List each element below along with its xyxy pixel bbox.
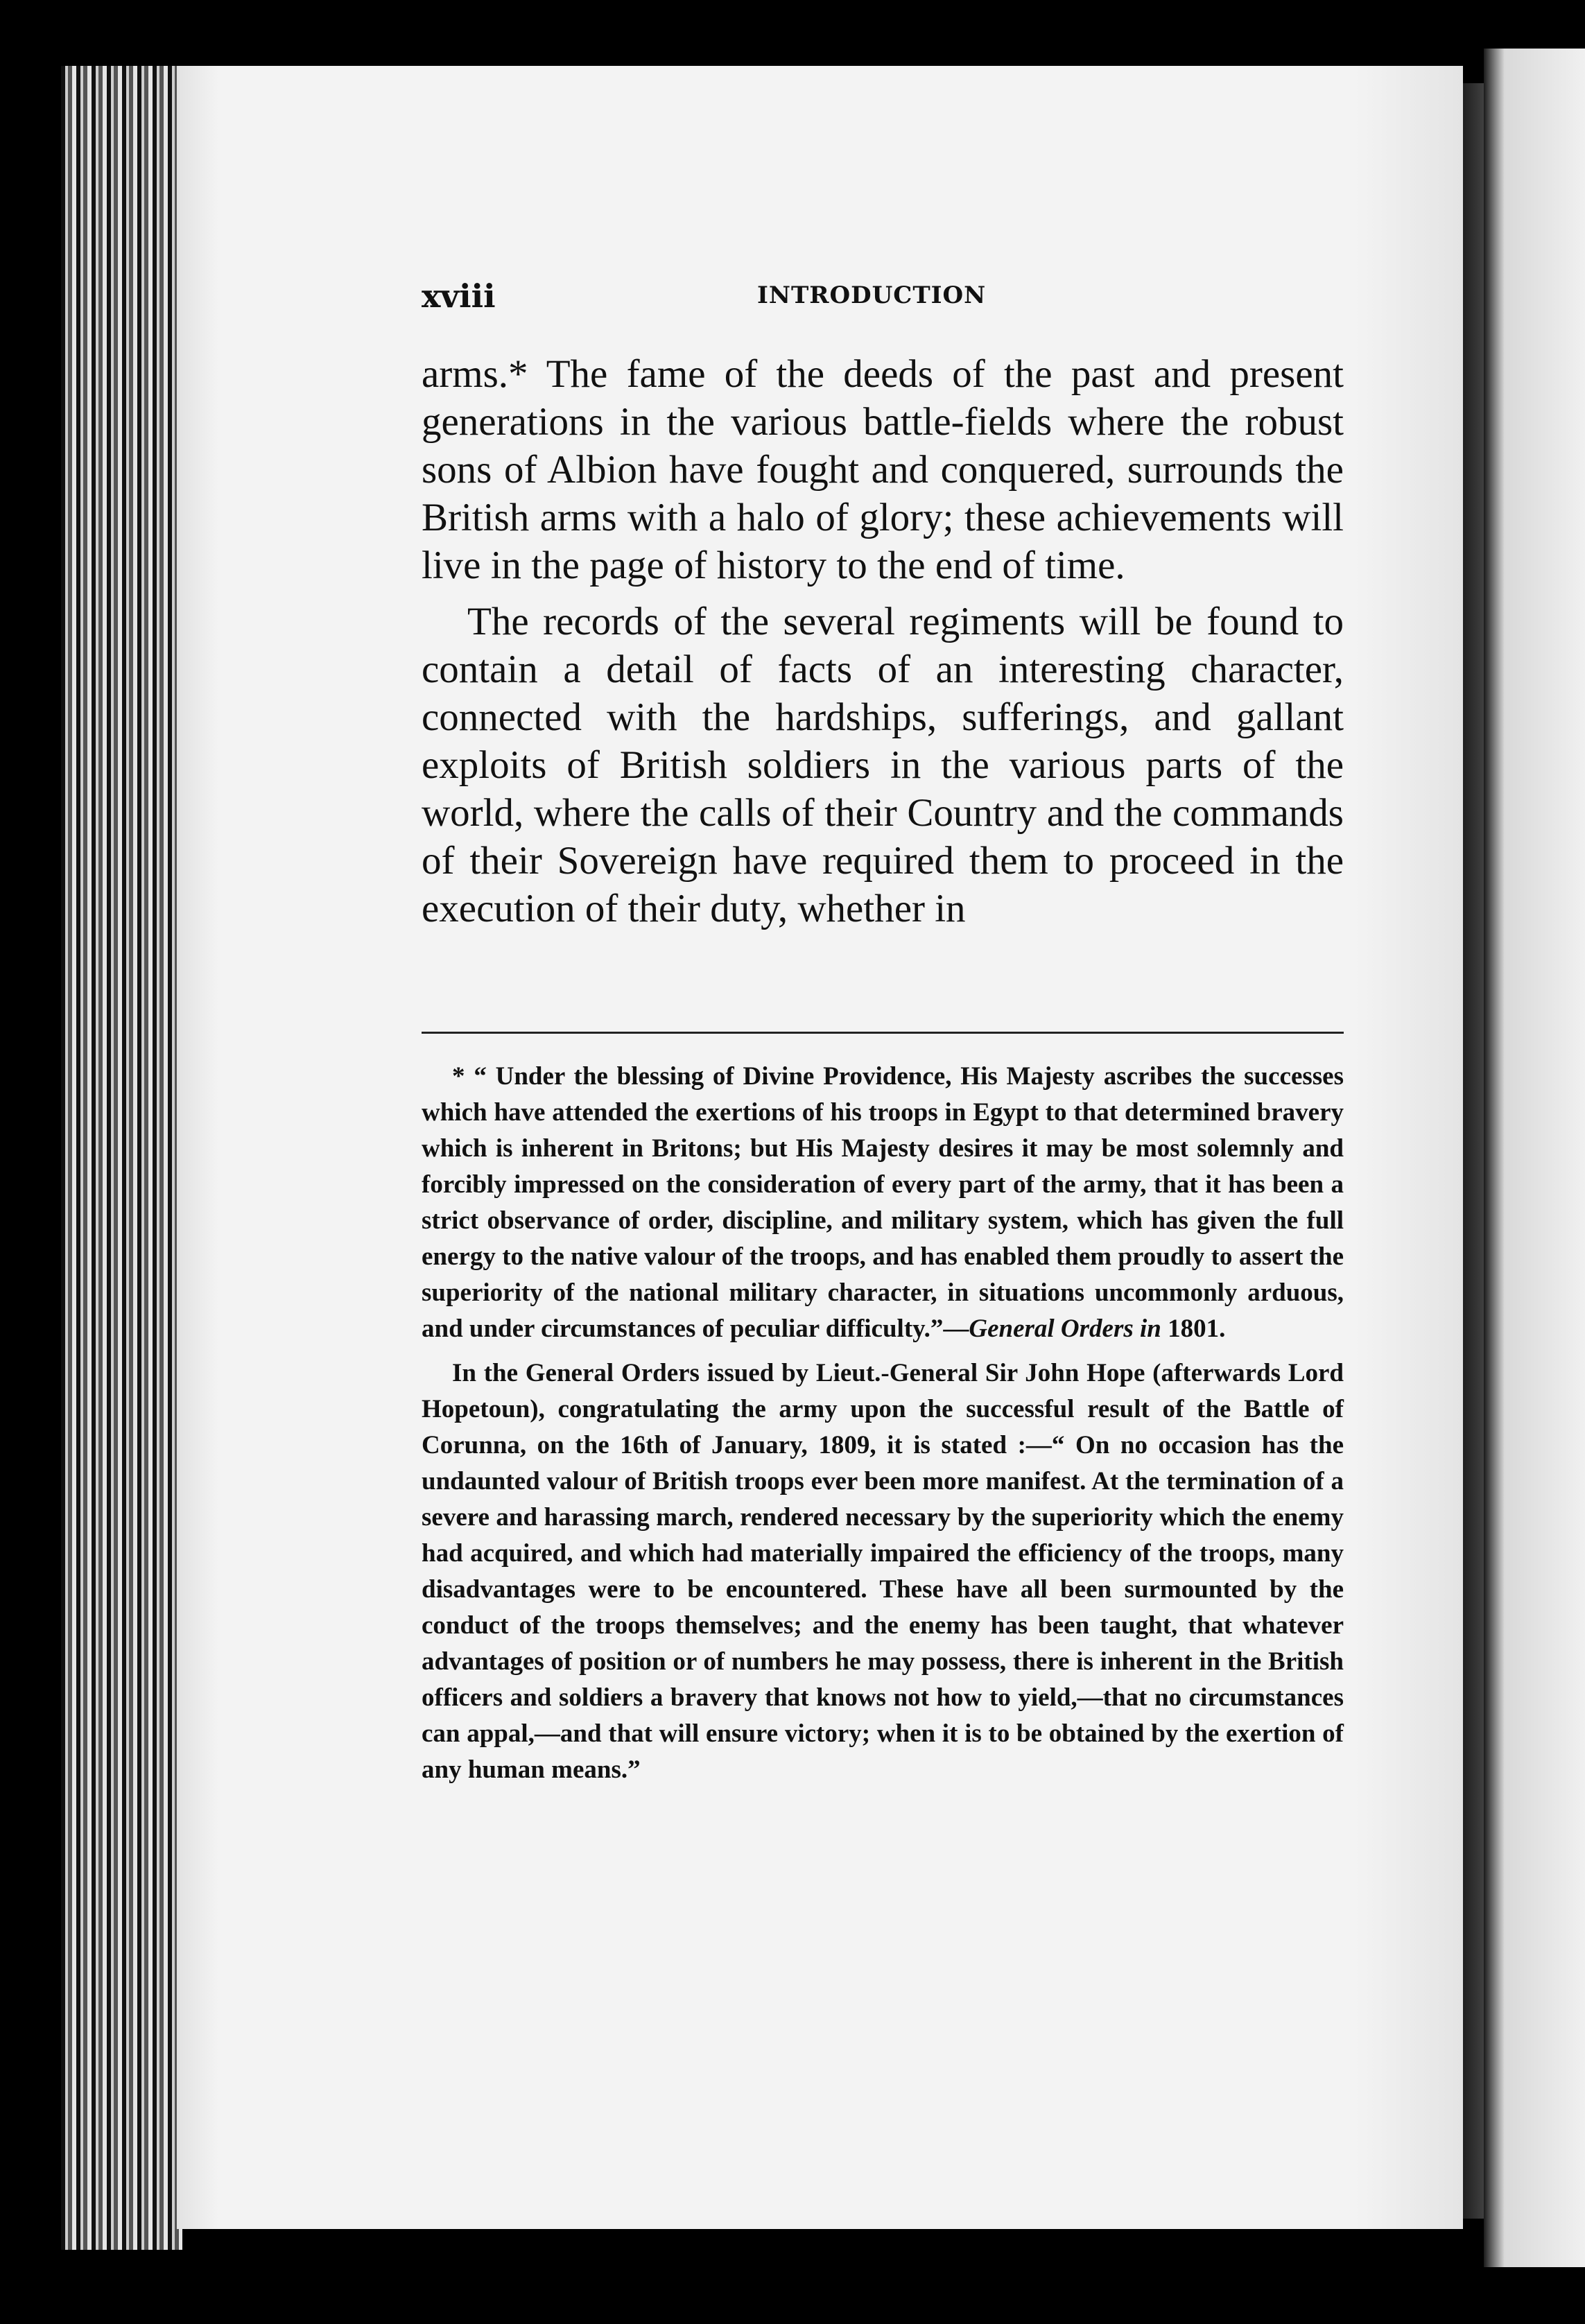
body-paragraph-1: arms.* The fame of the deeds of the past and present generations in the various battle-fields where the robust sons of Albion have fought and conquered, surrounds the British arms with a halo of glory; these achievements will live in the page of history to the end of time. xyxy=(422,352,1344,587)
facing-page-edge xyxy=(1484,49,1585,2267)
footnote-divider xyxy=(422,1032,1344,1034)
page-number: xviii xyxy=(422,277,496,315)
footnote-1-text: * “ Under the blessing of Divine Providence, His Majesty ascribes the successes which have attended the exertions of his troops in Egypt to that determined bravery which is inherent in Britons; but His Majesty desires it may be most solemnly and forcibly impressed on the consideration of every part of the army, that it has been a strict observance of order, discipline, and military system, which has given the full energy to the native valour of the troops, and has enabled them proudly to assert the superiority of the national military character, in situations uncommonly arduous, and under circumstances of peculiar difficulty.”— xyxy=(422,1062,1344,1343)
footnote-1-year: 1801. xyxy=(1161,1315,1226,1343)
main-text xyxy=(422,350,1344,933)
footnote-2: In the General Orders issued by Lieut.-General Sir John Hope (afterwards Lord Hopetoun), congratulating the army upon the successful result of the Battle of Corunna, on the 16th of January, 1809, it is stated :—“ On no occasion has the undaunted valour of British troops ever been more manifest. At the termination of a severe and harassing march, rendered necessary by the superiority which the enemy had acquired, and which had materially impaired the efficiency of the troops, many disadvantages were to be encountered. These have all been surmounted by the conduct of the troops themselves; and the enemy has been taught, that whatever advantages of position or of numbers he may possess, there is inherent in the British officers and soldiers a bravery that knows not how to yield,—that no circumstances can appal,—and that will ensure victory; when it is to be obtained by the exertion of any human means.” xyxy=(422,1359,1344,1784)
book-spine-edge xyxy=(61,66,182,2250)
body-paragraph-2: The records of the several regiments will be found to contain a detail of facts of an interesting character, connected with the hardships, sufferings, and gallant exploits of British soldiers in the various parts of the world, where the calls of their Country and the commands of their Sovereign have required them to proceed in the execution of their duty, whether in xyxy=(422,600,1344,930)
footnote-1-citation: General Orders in xyxy=(969,1315,1161,1343)
footnote-1 xyxy=(422,1059,1344,1347)
footnotes xyxy=(422,1059,1344,1788)
page-header xyxy=(422,277,1344,319)
running-title: INTRODUCTION xyxy=(757,281,987,309)
